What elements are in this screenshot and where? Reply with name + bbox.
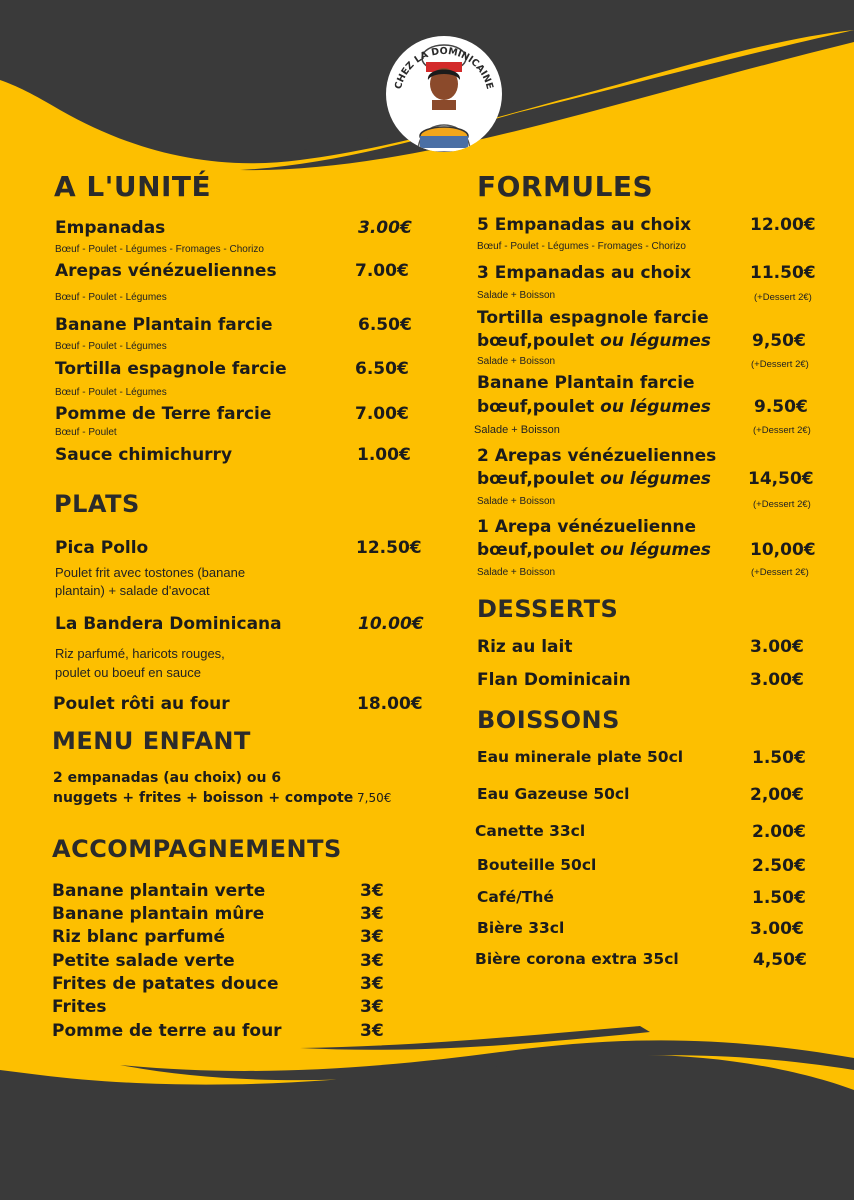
item-name: Pomme de Terre farcie: [55, 404, 272, 424]
item-name: Poulet rôti au four: [53, 694, 230, 714]
formule-name-line2: bœuf,poulet ou légumes: [477, 540, 711, 560]
item-name: Frites: [52, 997, 107, 1017]
item-price: 18.00€: [357, 694, 423, 714]
formule-subtext: Salade + Boisson: [477, 356, 556, 367]
formule-name-line2: bœuf,poulet ou légumes: [477, 331, 711, 351]
formule-price: 14,50€: [748, 469, 814, 489]
formule-price: 12.00€: [750, 215, 816, 235]
item-price: 10.00€: [358, 614, 424, 634]
item-subtext: Bœuf - Poulet - Légumes: [55, 341, 167, 352]
formule-extra: (+Dessert 2€): [753, 425, 811, 436]
section-title-desserts: DESSERTS: [477, 595, 619, 623]
item-price: 3€: [360, 904, 384, 924]
item-name: Café/Thé: [477, 888, 554, 906]
section-title-unite: A L'UNITÉ: [54, 170, 212, 203]
brand-name-arc: [386, 36, 502, 152]
item-name: Banane plantain verte: [52, 881, 266, 901]
formule-extra: (+Dessert 2€): [754, 292, 812, 303]
formule-name-line2: bœuf,poulet ou légumes: [477, 397, 711, 417]
item-name: Banane Plantain farcie: [55, 315, 273, 335]
formule-price: 9.50€: [754, 397, 808, 417]
formule-name: Tortilla espagnole farcie: [477, 308, 709, 328]
item-name: Flan Dominicain: [477, 670, 631, 690]
formule-extra: (+Dessert 2€): [751, 567, 809, 578]
item-price: 3€: [360, 974, 384, 994]
item-name: Banane plantain mûre: [52, 904, 265, 924]
formule-name: 5 Empanadas au choix: [477, 215, 692, 235]
section-title-accomp: ACCOMPAGNEMENTS: [52, 835, 342, 863]
item-price: 4,50€: [753, 950, 807, 970]
formule-subtext: Salade + Boisson: [474, 424, 560, 436]
enfant-price: 7,50€: [357, 791, 392, 805]
item-name: La Bandera Dominicana: [55, 614, 282, 634]
item-subtext: Bœuf - Poulet - Légumes: [55, 387, 167, 398]
item-name: Eau minerale plate 50cl: [477, 748, 684, 766]
item-name: Bière corona extra 35cl: [475, 950, 679, 968]
formule-name: Banane Plantain farcie: [477, 373, 695, 393]
item-name: Petite salade verte: [52, 951, 235, 971]
item-price: 12.50€: [356, 538, 422, 558]
item-price: 3€: [360, 1021, 384, 1041]
item-subtext: Bœuf - Poulet - Légumes: [55, 292, 167, 303]
item-description: Riz parfumé, haricots rouges,: [55, 646, 225, 661]
item-subtext: Bœuf - Poulet: [55, 427, 117, 438]
svg-text:CHEZ LA DOMINICAINE: CHEZ LA DOMINICAINE: [392, 45, 496, 91]
item-name: Pomme de terre au four: [52, 1021, 282, 1041]
formule-price: 9,50€: [752, 331, 806, 351]
item-price: 3.00€: [358, 218, 412, 238]
item-price: 7.00€: [355, 404, 409, 424]
item-subtext: Bœuf - Poulet - Légumes - Fromages - Chorizo: [55, 244, 264, 255]
item-price: 2,00€: [750, 785, 804, 805]
formule-extra: (+Dessert 2€): [751, 359, 809, 370]
item-name: Arepas vénézueliennes: [55, 261, 277, 281]
formule-subtext: Salade + Boisson: [477, 290, 556, 301]
item-price: 3.00€: [750, 637, 804, 657]
formule-price: 10,00€: [750, 540, 816, 560]
formule-subtext: Bœuf - Poulet - Légumes - Fromages - Chorizo: [477, 241, 686, 252]
formule-subtext: Salade + Boisson: [477, 496, 556, 507]
item-name: Riz blanc parfumé: [52, 927, 226, 947]
section-title-boissons: BOISSONS: [477, 706, 620, 734]
section-title-enfant: MENU ENFANT: [52, 727, 251, 755]
formule-name: 3 Empanadas au choix: [477, 263, 692, 283]
enfant-line: 2 empanadas (au choix) ou 6: [53, 770, 282, 786]
item-name: Tortilla espagnole farcie: [55, 359, 287, 379]
item-name: Bière 33cl: [477, 919, 565, 937]
item-price: 3€: [360, 881, 384, 901]
item-name: Bouteille 50cl: [477, 856, 597, 874]
formule-extra: (+Dessert 2€): [753, 499, 811, 510]
item-price: 3€: [360, 927, 384, 947]
item-price: 3.00€: [750, 919, 804, 939]
item-price: 1.50€: [752, 888, 806, 908]
formule-name-line2: bœuf,poulet ou légumes: [477, 469, 711, 489]
item-description: plantain) + salade d'avocat: [55, 583, 210, 598]
formule-subtext: Salade + Boisson: [477, 567, 556, 578]
item-price: 2.00€: [752, 822, 806, 842]
item-price: 6.50€: [358, 315, 412, 335]
item-price: 7.00€: [355, 261, 409, 281]
item-name: Frites de patates douce: [52, 974, 279, 994]
item-description: Poulet frit avec tostones (banane: [55, 565, 246, 580]
formule-price: 11.50€: [750, 263, 816, 283]
item-name: Empanadas: [55, 218, 166, 238]
item-name: Canette 33cl: [475, 822, 586, 840]
enfant-line: nuggets + frites + boisson + compote: [53, 790, 354, 806]
formule-name: 2 Arepas vénézueliennes: [477, 446, 717, 466]
item-name: Pica Pollo: [55, 538, 149, 558]
item-price: 3€: [360, 951, 384, 971]
item-name: Sauce chimichurry: [55, 445, 233, 465]
item-price: 1.00€: [357, 445, 411, 465]
item-price: 6.50€: [355, 359, 409, 379]
item-price: 2.50€: [752, 856, 806, 876]
item-price: 3.00€: [750, 670, 804, 690]
section-title-formules: FORMULES: [477, 170, 654, 203]
item-name: Eau Gazeuse 50cl: [477, 785, 630, 803]
item-description: poulet ou boeuf en sauce: [55, 665, 202, 680]
formule-name: 1 Arepa vénézuelienne: [477, 517, 697, 537]
section-title-plats: PLATS: [54, 490, 140, 518]
item-price: 1.50€: [752, 748, 806, 768]
item-name: Riz au lait: [477, 637, 573, 657]
item-price: 3€: [360, 997, 384, 1017]
